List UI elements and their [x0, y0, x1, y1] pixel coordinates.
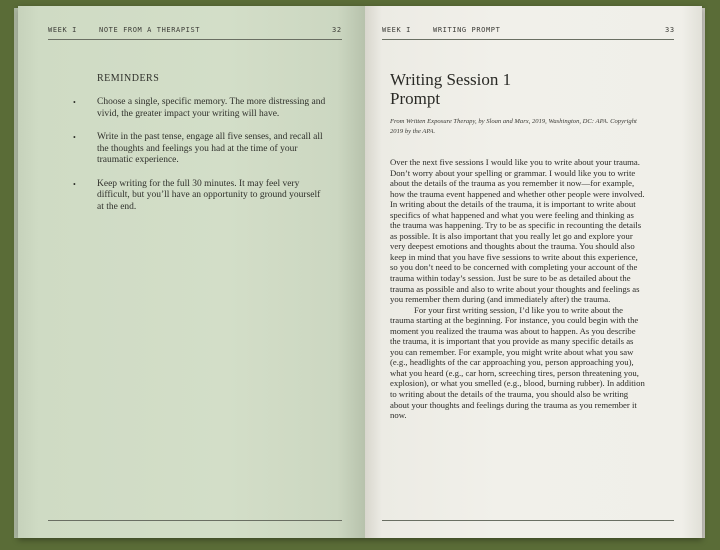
reminder-item-2: • Write in the past tense, engage all five senses, and recall all the thoughts and feelings you had at the time of your traumatic experience. [97, 132, 329, 167]
right-page-number: 33 [665, 26, 675, 34]
reminder-item-3: • Keep writing for the full 30 minutes. It may feel very difficult, but you’ll have an opportunity to ground yourself at the end. [97, 179, 329, 214]
left-footer-rule [48, 520, 342, 521]
right-header-week: WEEK I [382, 26, 411, 34]
reminders-list [97, 97, 329, 225]
right-header-rule [382, 39, 674, 40]
left-page [18, 6, 365, 538]
reminder-item-1: • Choose a single, specific memory. The more distressing and vivid, the greater impact your writing will have. [97, 97, 329, 120]
prompt-paragraph-2: For your first writing session, I’d like you to write about the trauma starting at the beginning. For instance, you could begin with the moment you realized the trauma was about to happen. As you describe the trauma, it is important that you provide as many specific details as you can remember. For example, you might write about what you saw (e.g., headlights of the car approaching you, person approaching you), what you heard (e.g., car horn, screeching tires, person threatening you, explosion), or what you smelled (e.g., blood, burning rubber). In addition to writing about the details of the trauma, you should also be writing about your thoughts and feelings during the trauma as you remember it now. [390, 304, 645, 421]
right-header-section: WRITING PROMPT [433, 26, 501, 34]
right-footer-rule [382, 520, 674, 521]
source-citation: From Written Exposure Therapy, by Sloan and Marx, 2019, Washington, DC: APA. Copyright 2019 by the APA. [390, 118, 637, 135]
left-header-section: NOTE FROM A THERAPIST [99, 26, 201, 34]
left-header-week: WEEK I [48, 26, 77, 34]
left-page-number: 32 [332, 26, 342, 34]
reminders-heading: REMINDERS [97, 73, 160, 84]
prompt-paragraph-1: Over the next five sessions I would like you to write about your trauma. Don’t worry about your spelling or grammar. I would like you to write about the details of the trauma as you remember it now—for example, how the trauma event happened and whether other people were involved. In writing about the details of the trauma, it is important to write about specifics of what happened and what you were feeling and thinking as the trauma was happening. Try to be as specific in recounting the details as possible. It is also important that you really let go and explore your very deepest emotions and thoughts about the trauma. You should also keep in mind that you have five sessions to write about this experience, so you don’t need to be concerned with completing your account of the trauma within today’s session. Just be sure to be as detailed about the trauma as possible and also to write about your thoughts and feelings as you remember them during (and immediately after) the trauma. [390, 157, 645, 305]
page-title [390, 70, 630, 108]
title-line-1: Writing Session 1 [390, 70, 512, 89]
title-line-2: Prompt [390, 89, 441, 108]
prompt-body [390, 157, 645, 421]
left-header-rule [48, 39, 342, 40]
